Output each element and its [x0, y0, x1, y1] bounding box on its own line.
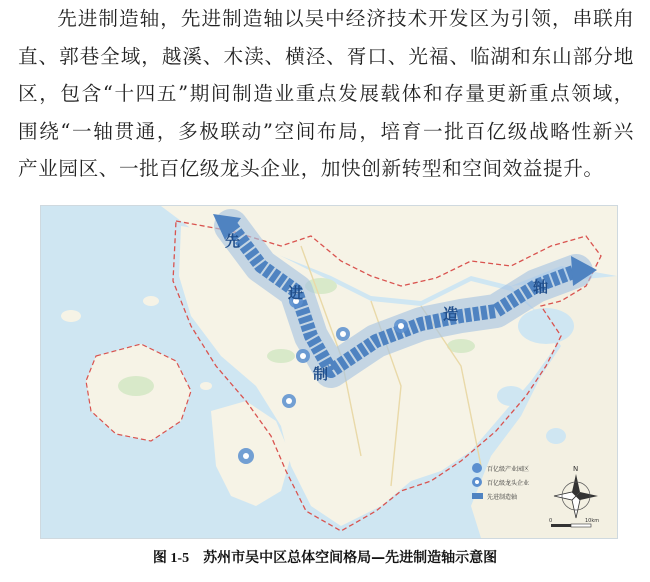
east-lake: [546, 428, 566, 444]
paragraph-line: 围绕“一轴贯通，多极联动”空间布局，培育一批百亿级战略性新兴: [18, 119, 634, 143]
paragraph-line: 先进制造轴，先进制造轴以吴中经济技术开发区为引领，串联甪: [57, 7, 634, 30]
green-area: [118, 376, 154, 396]
east-lake: [518, 308, 574, 344]
park-marker: [238, 448, 254, 464]
paragraph-line: 区，包含“十四五”期间制造业重点发展载体和存量更新重点领域，: [18, 82, 634, 106]
east-lake: [497, 386, 525, 406]
legend-label: 百亿级龙头企业: [487, 480, 530, 487]
compass-north-label: N: [573, 465, 579, 473]
small-island: [200, 382, 212, 390]
figure-title: 苏州市吴中区总体空间格局—先进制造轴示意图: [203, 550, 498, 566]
axis-char: 先: [225, 232, 241, 250]
scale-max-label: 10km: [585, 518, 600, 524]
park-marker: [336, 327, 350, 341]
green-area: [267, 349, 295, 363]
axis-char: 进: [288, 284, 304, 302]
axis-char: 轴: [533, 278, 549, 296]
body-paragraph: [18, 0, 634, 188]
map-figure: [40, 205, 618, 539]
paragraph-line: 直、郭巷全域，越溪、木渎、横泾、胥口、光福、临湖和东山部分地: [18, 44, 634, 68]
scale-min-label: 0: [549, 518, 553, 524]
figure-caption: [0, 547, 650, 567]
axis-char: 制: [313, 365, 329, 383]
figure-number: 图 1-5: [152, 551, 190, 566]
axis-char: 造: [443, 305, 459, 323]
park-marker: [282, 394, 296, 408]
park-marker: [296, 349, 310, 363]
legend-label: 百亿级产业园区: [487, 466, 530, 473]
map-canvas: [41, 206, 617, 538]
park-marker: [394, 319, 408, 333]
small-island: [61, 310, 81, 322]
small-island: [143, 296, 159, 306]
paragraph-line: 产业园区、一批百亿级龙头企业，加快创新转型和空间效益提升。: [18, 157, 604, 181]
legend-label: 先进制造轴: [487, 494, 518, 501]
